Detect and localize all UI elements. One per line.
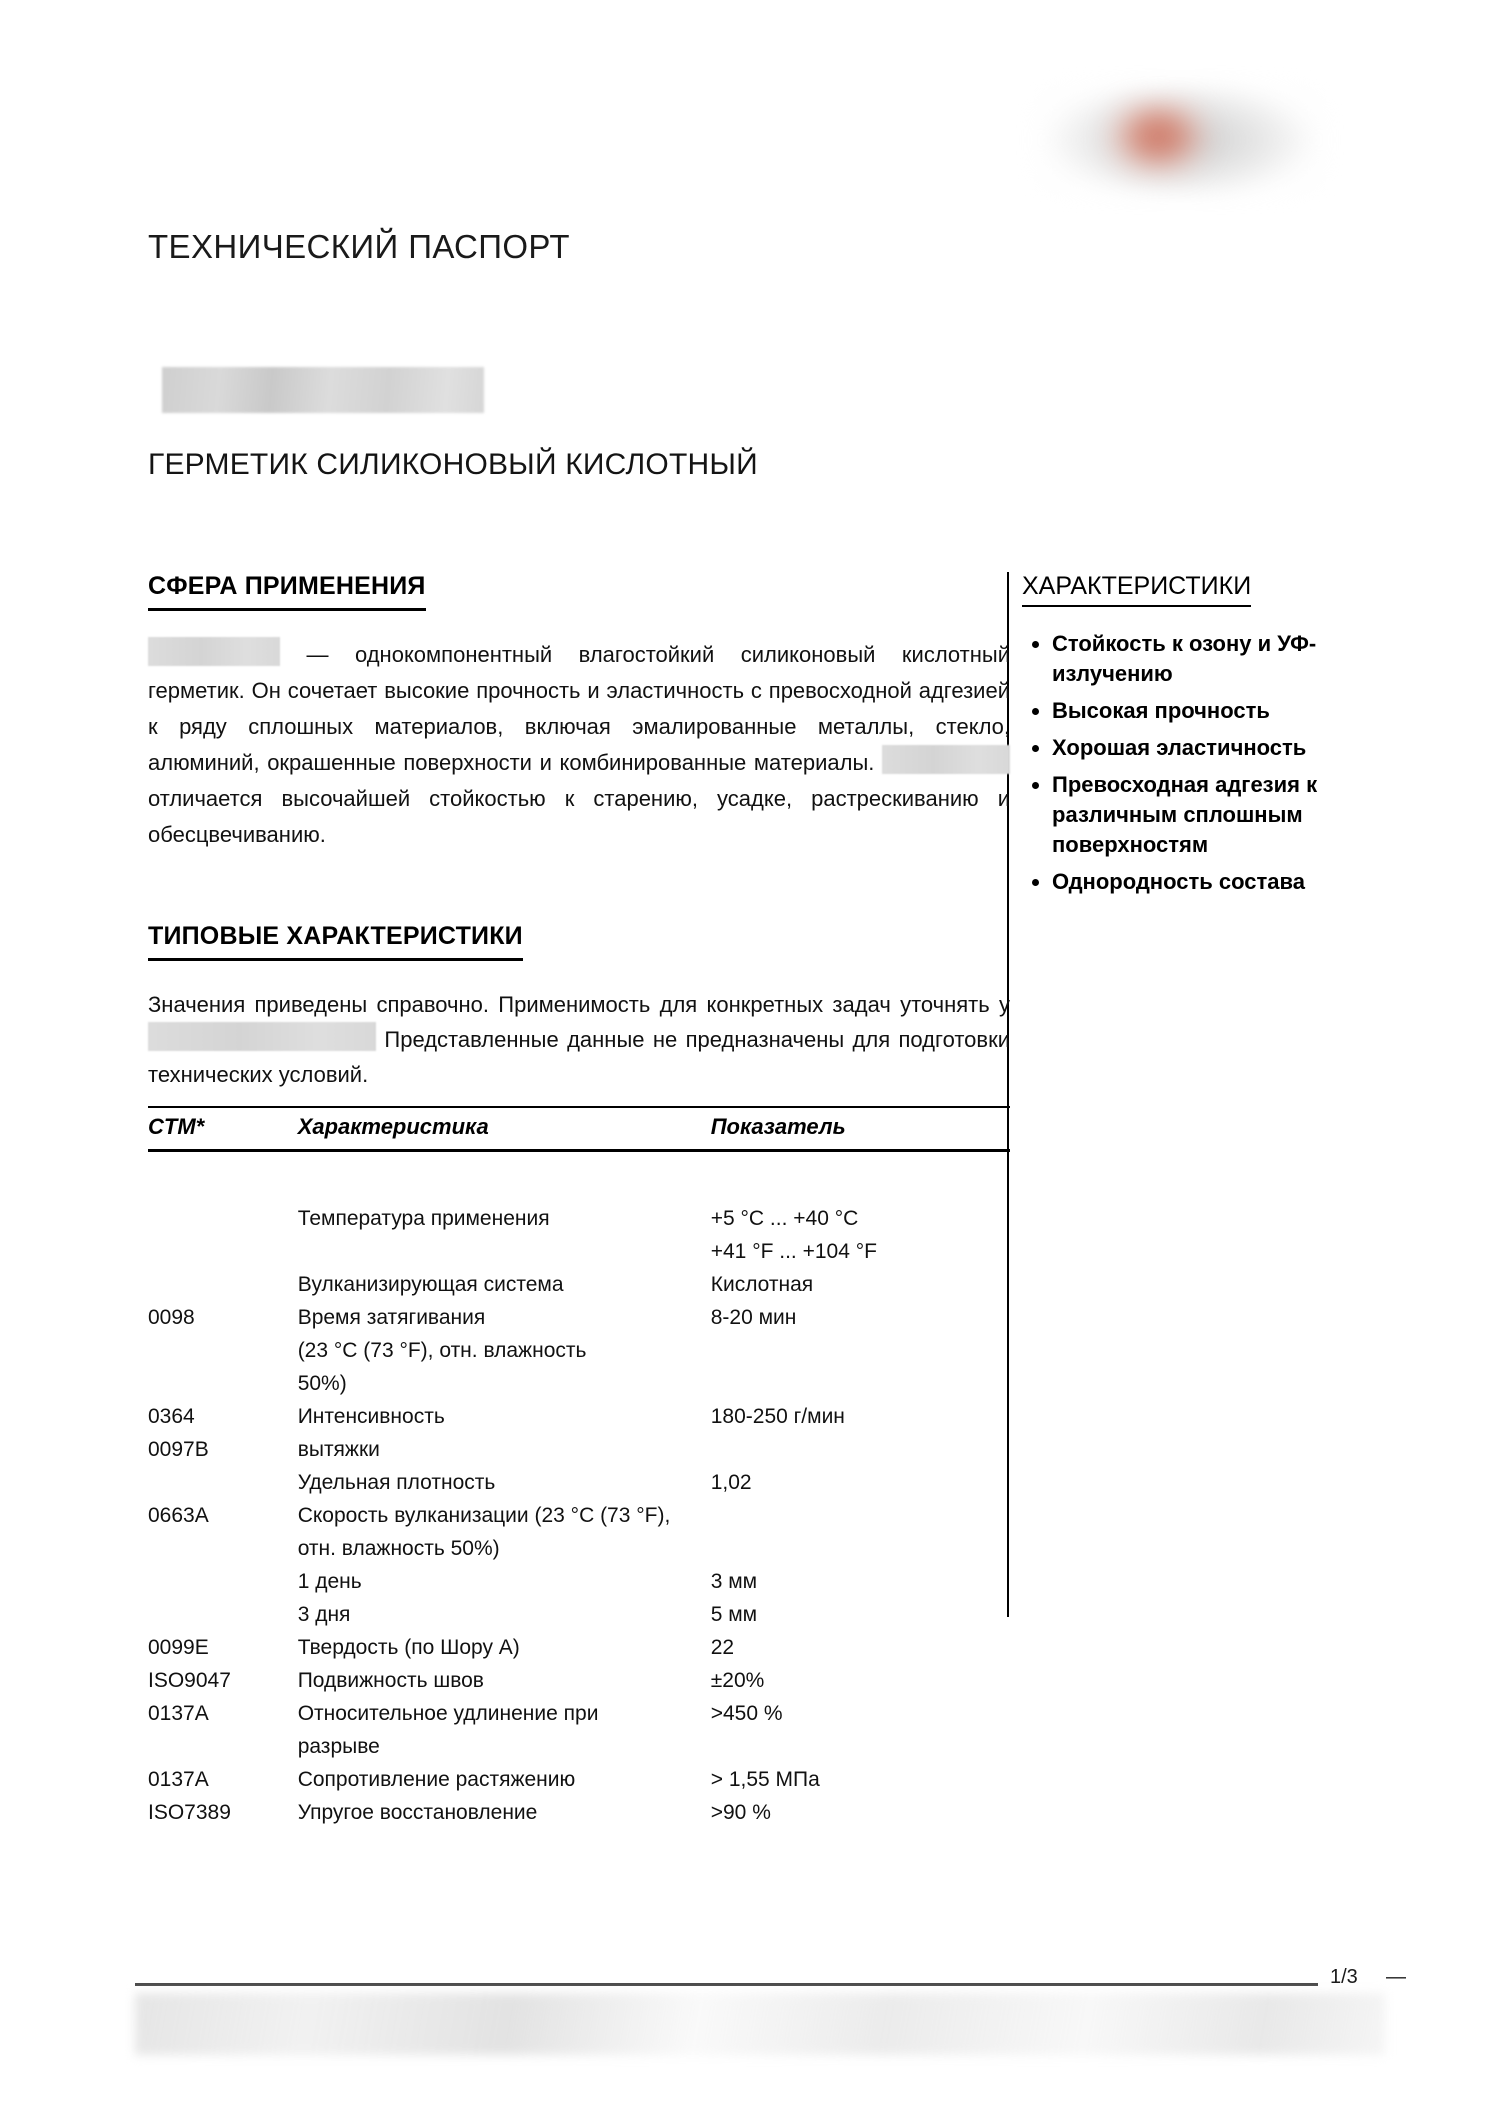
cell-property: 1 день [297, 1570, 362, 1593]
cell-ctm-code: 0663A [148, 1504, 209, 1527]
cell-value: 22 [710, 1636, 735, 1659]
list-item: • Хорошая эластичность [1052, 733, 1390, 763]
cell-ctm-code [148, 1598, 298, 1631]
cell-property: (23 °C (73 °F), отн. влажность [297, 1339, 587, 1362]
cell-property: Сопротивление растяжению [297, 1768, 576, 1791]
scope-section [148, 572, 1010, 853]
features-heading: ХАРАКТЕРИСТИКИ [1022, 572, 1251, 607]
table-row [148, 1367, 1010, 1400]
spec-table [148, 1106, 1010, 1829]
column-header-value: Показатель [711, 1107, 1010, 1151]
cell-ctm-code: 0098 [148, 1306, 195, 1329]
cell-ctm-code [148, 1565, 298, 1598]
features-list [1022, 629, 1390, 897]
table-row [148, 1400, 1010, 1433]
table-spacer-row [148, 1151, 1010, 1203]
cell-value: +5 °C ... +40 °C [710, 1207, 859, 1230]
page-number: 1/3 [1330, 1966, 1358, 1988]
brand-redaction-inline-1 [148, 637, 280, 666]
cell-ctm-code [148, 1235, 298, 1268]
cell-property: Твердость (по Шору A) [297, 1636, 520, 1659]
brand-redaction-inline-2 [882, 745, 1010, 774]
table-row [148, 1532, 1010, 1565]
product-name: ГЕРМЕТИК СИЛИКОНОВЫЙ КИСЛОТНЫЙ [148, 448, 758, 481]
cell-ctm-code: 0097B [148, 1438, 209, 1461]
table-row [148, 1631, 1010, 1664]
cell-property: отн. влажность 50%) [297, 1537, 500, 1560]
features-section [1022, 572, 1390, 904]
cell-value [711, 1367, 1010, 1400]
footer-redaction [135, 1993, 1385, 2055]
table-row [148, 1268, 1010, 1301]
cell-value: +41 °F ... +104 °F [710, 1240, 877, 1263]
cell-property: Относительное удлинение при [297, 1702, 599, 1725]
table-header-row [148, 1107, 1010, 1151]
cell-ctm-code [148, 1202, 298, 1235]
table-row [148, 1697, 1010, 1730]
document-title: ТЕХНИЧЕСКИЙ ПАСПОРТ [148, 228, 570, 265]
table-row [148, 1433, 1010, 1466]
table-row [148, 1796, 1010, 1829]
company-logo-redacted [1035, 60, 1325, 210]
scope-text-part1: — однокомпонентный влагостойкий силиконовый кислотный герметик. Он сочетает высокие прочность и эластичность с превосходной адгезией к ряду сплошных материалов, включая эмалированные металлы, стекло, алюминий, окрашенные поверхности и комбинированные материалы. [148, 642, 1010, 775]
cell-property: Удельная плотность [297, 1471, 496, 1494]
cell-property: Время затягивания [297, 1306, 486, 1329]
table-row [148, 1466, 1010, 1499]
cell-ctm-code: 0137A [148, 1702, 209, 1725]
cell-property: Скорость вулканизации (23 °C (73 °F), [297, 1504, 671, 1527]
cell-value: Кислотная [710, 1273, 814, 1296]
cell-property: вытяжки [297, 1438, 380, 1461]
cell-value: >450 % [710, 1702, 783, 1725]
table-row [148, 1565, 1010, 1598]
typical-properties-section [148, 922, 1010, 1092]
cell-property: Температура применения [297, 1207, 550, 1230]
cell-property: Интенсивность [297, 1405, 445, 1428]
cell-property: Упругое восстановление [297, 1801, 538, 1824]
list-item: • Однородность состава [1052, 867, 1390, 897]
cell-ctm-code [148, 1466, 298, 1499]
cell-property: Подвижность швов [297, 1669, 484, 1692]
cell-ctm-code [148, 1334, 298, 1367]
cell-value [711, 1730, 1010, 1763]
logo-accent-blur [1103, 98, 1213, 178]
typical-note-part1: Значения приведены справочно. Применимость для конкретных задач уточнять у [148, 992, 1010, 1017]
cell-ctm-code: 0364 [148, 1405, 195, 1428]
cell-ctm-code: 0137A [148, 1768, 209, 1791]
cell-property: Вулканизирующая система [297, 1273, 564, 1296]
cell-property: 50%) [297, 1372, 347, 1395]
table-row [148, 1763, 1010, 1796]
column-header-property: Характеристика [298, 1107, 711, 1151]
scope-heading: СФЕРА ПРИМЕНЕНИЯ [148, 572, 426, 611]
cell-value: 180-250 г/мин [710, 1405, 845, 1428]
cell-property: 3 дня [297, 1603, 351, 1626]
typical-heading: ТИПОВЫЕ ХАРАКТЕРИСТИКИ [148, 922, 523, 961]
table-row [148, 1499, 1010, 1532]
spec-table-body [148, 1151, 1010, 1830]
brand-name-redaction [162, 367, 484, 413]
spec-table-container [148, 1106, 1010, 1829]
cell-value: >90 % [710, 1801, 771, 1824]
cell-value [711, 1532, 1010, 1565]
cell-value: ±20% [710, 1669, 765, 1692]
scope-text-part2: отличается высочайшей стойкостью к старению, усадке, растрескиванию и обесцвечиванию. [148, 786, 1010, 847]
footer-dash: — [1386, 1966, 1406, 1988]
cell-value: > 1,55 МПа [710, 1768, 820, 1791]
list-item: • Высокая прочность [1052, 696, 1390, 726]
cell-value: 5 мм [710, 1603, 758, 1626]
list-item: • Стойкость к озону и УФ-излучению [1052, 629, 1390, 689]
cell-ctm-code [148, 1268, 298, 1301]
typical-note-part2: Представленные данные не предназначены для подготовки технических условий. [148, 1027, 1010, 1087]
cell-value [711, 1499, 1010, 1532]
table-row [148, 1334, 1010, 1367]
cell-value: 1,02 [710, 1471, 752, 1494]
cell-property [298, 1235, 711, 1268]
cell-ctm-code: 0099E [148, 1636, 209, 1659]
footer-divider [135, 1983, 1318, 1986]
cell-ctm-code: ISO7389 [148, 1801, 231, 1824]
scope-paragraph [148, 637, 1010, 853]
table-row [148, 1730, 1010, 1763]
cell-value [711, 1433, 1010, 1466]
table-row [148, 1202, 1010, 1235]
cell-value [711, 1334, 1010, 1367]
cell-ctm-code: ISO9047 [148, 1669, 231, 1692]
table-row [148, 1235, 1010, 1268]
cell-value: 3 мм [710, 1570, 758, 1593]
column-header-ctm: CTM* [148, 1107, 298, 1151]
cell-value: 8-20 мин [710, 1306, 797, 1329]
cell-property: разрыве [297, 1735, 380, 1758]
contact-redaction-inline [148, 1022, 376, 1051]
table-row [148, 1301, 1010, 1334]
list-item: • Превосходная адгезия к различным сплошным поверхностям [1052, 770, 1390, 860]
cell-ctm-code [148, 1730, 298, 1763]
typical-note [148, 987, 1010, 1092]
table-row [148, 1664, 1010, 1697]
cell-ctm-code [148, 1532, 298, 1565]
table-row [148, 1598, 1010, 1631]
spec-table-head [148, 1107, 1010, 1151]
cell-ctm-code [148, 1367, 298, 1400]
